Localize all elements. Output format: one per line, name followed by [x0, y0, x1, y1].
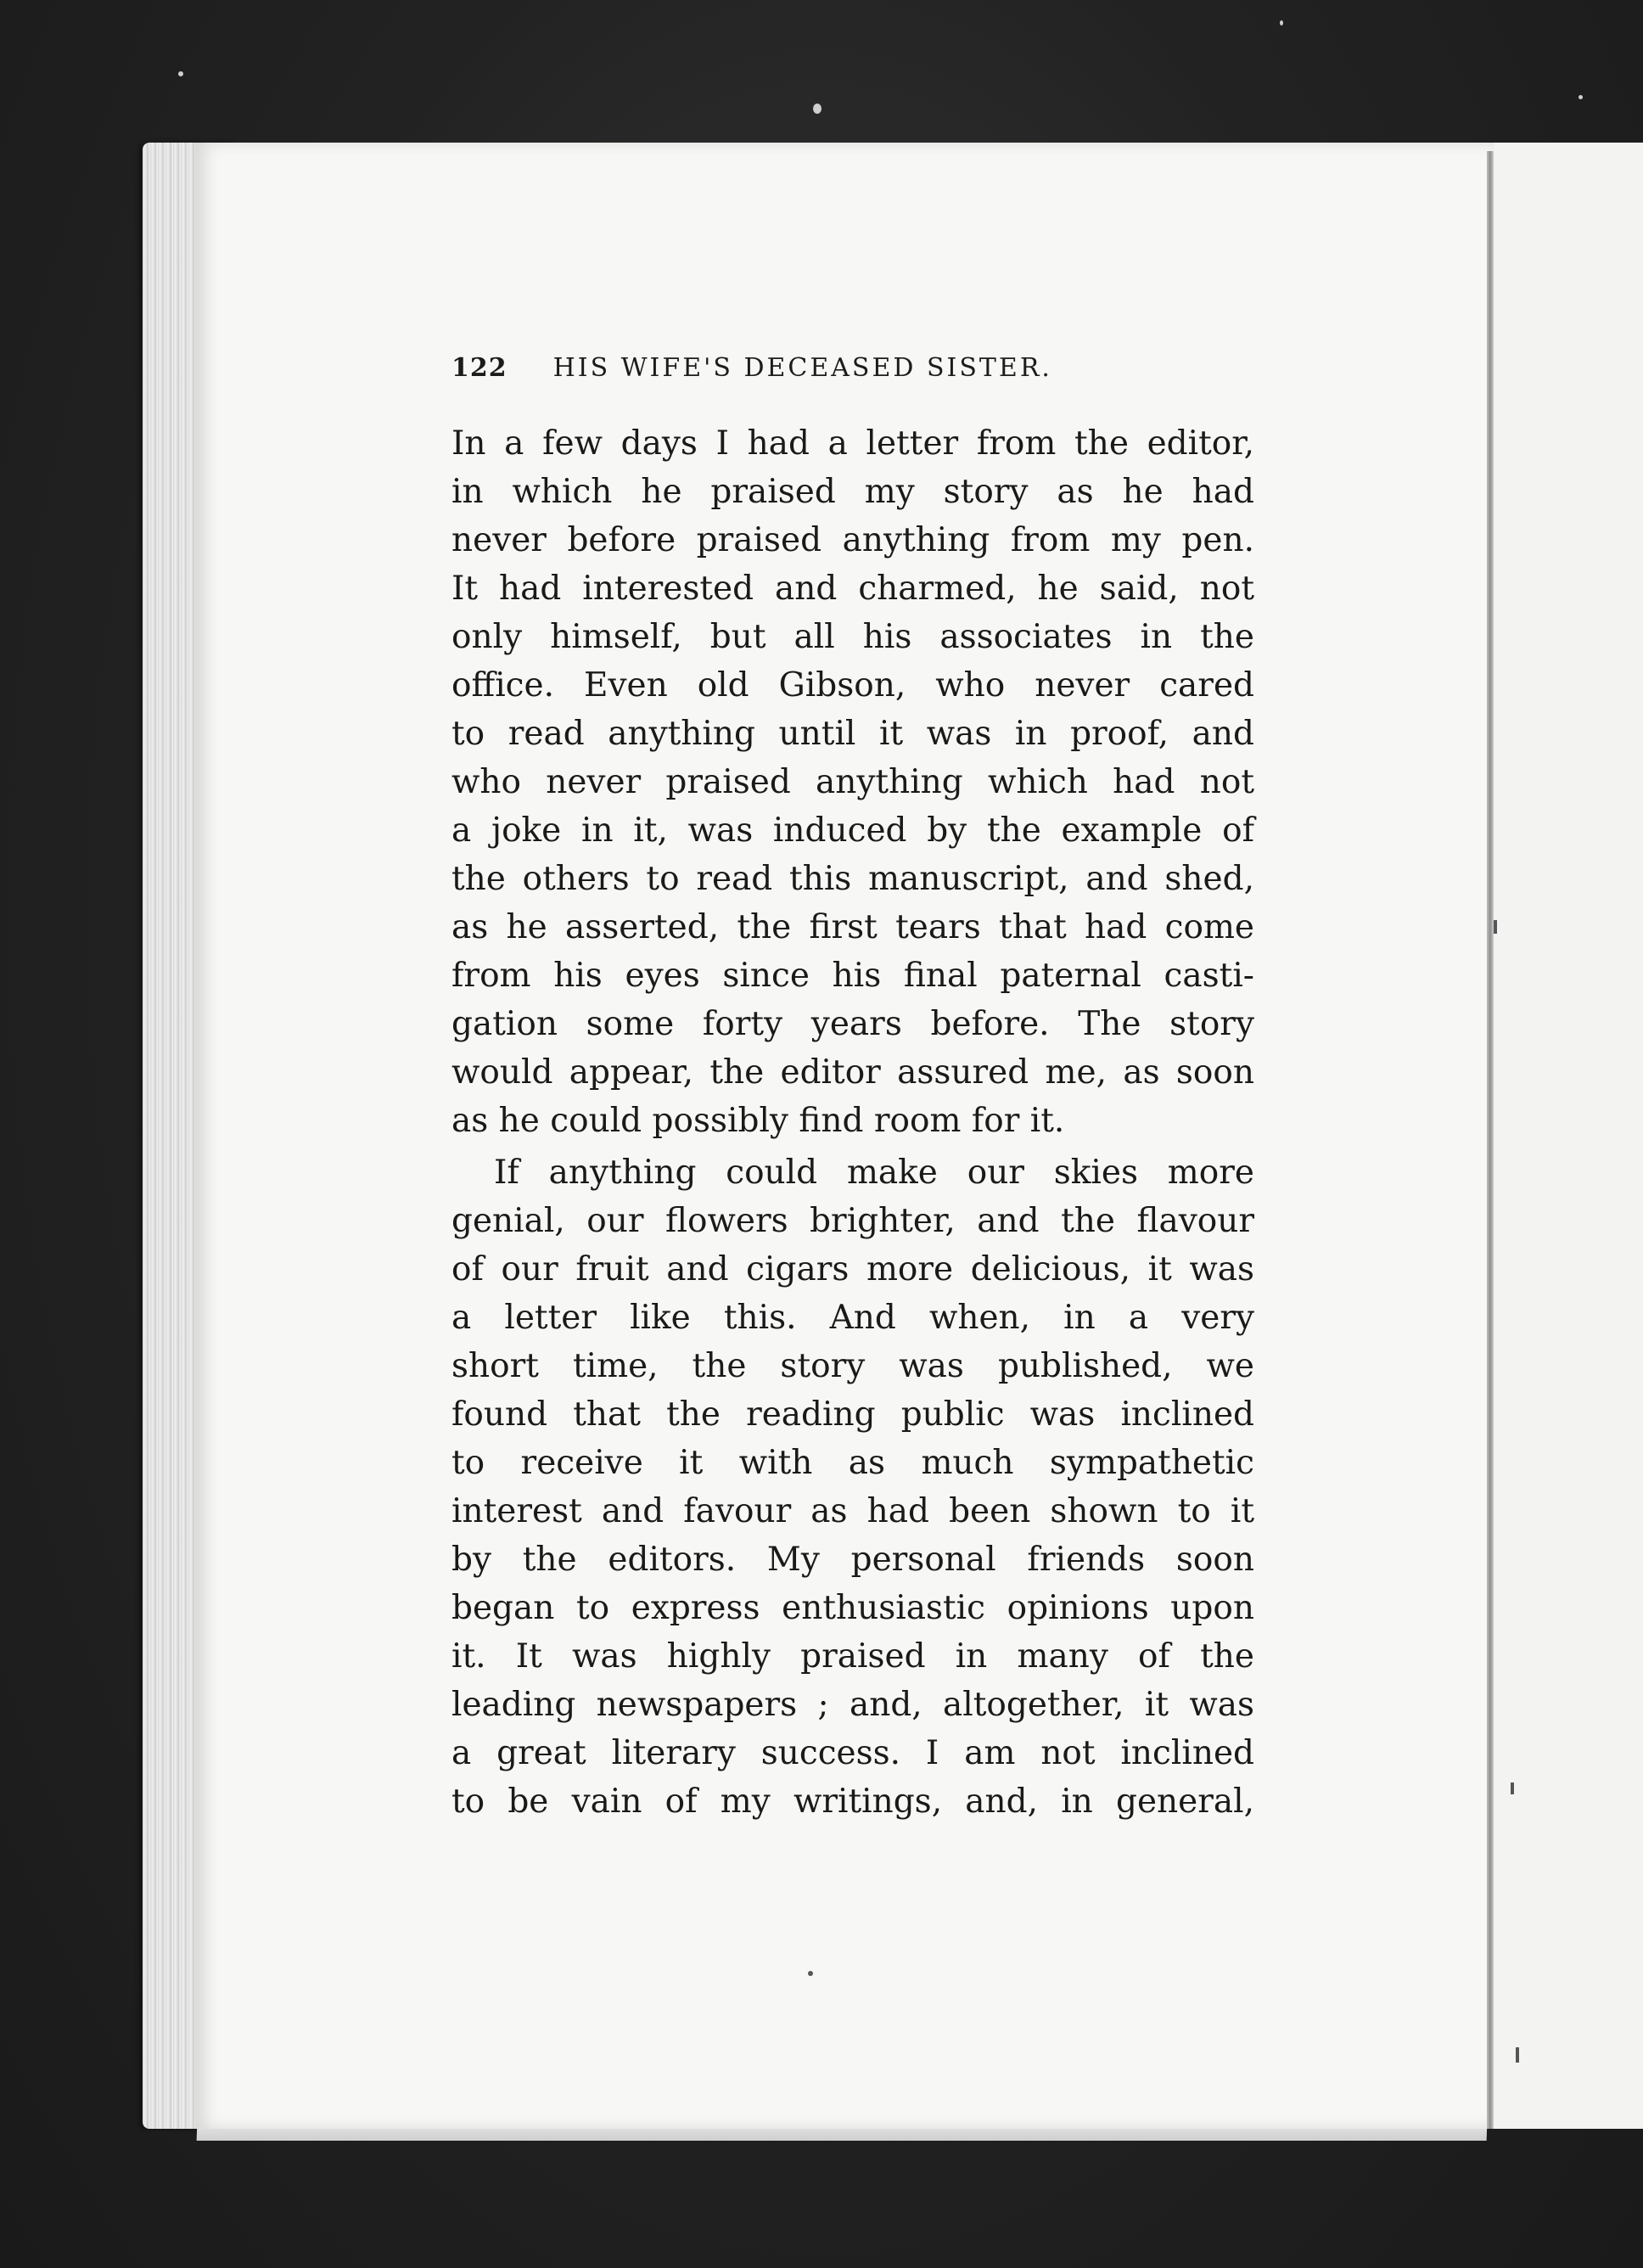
text-line: genial, our flowers brighter, and the flavour — [451, 1202, 1254, 1240]
facing-page-mark — [1511, 1782, 1514, 1794]
text-line: a great literary success. I am not inclined — [451, 1734, 1254, 1772]
text-line: In a few days I had a letter from the editor, — [451, 424, 1254, 463]
book-gutter — [1487, 151, 1494, 2129]
text-line: office. Even old Gibson, who never cared — [451, 666, 1254, 705]
facing-page-mark — [1516, 2047, 1519, 2063]
text-line: would appear, the editor assured me, as soon — [451, 1053, 1254, 1092]
text-line: found that the reading public was inclined — [451, 1395, 1254, 1434]
text-line: it. It was highly praised in many of the — [451, 1637, 1254, 1676]
text-line: only himself, but all his associates in the — [451, 618, 1254, 656]
text-line: to receive it with as much sympathetic — [451, 1444, 1254, 1482]
page-number: 122 — [451, 353, 507, 383]
body-text — [451, 419, 1254, 1826]
facing-page-mark — [1494, 920, 1497, 934]
paragraph-1 — [451, 419, 1254, 1145]
text-line: from his eyes since his final paternal casti- — [451, 957, 1254, 995]
text-line: by the editors. My personal friends soon — [451, 1541, 1254, 1579]
dust-speck — [813, 104, 822, 114]
dust-speck — [1579, 95, 1583, 99]
text-line: gation some forty years before. The story — [451, 1005, 1254, 1043]
running-title: HIS WIFE'S DECEASED SISTER. — [552, 353, 1052, 383]
text-line: interest and favour as had been shown to it — [451, 1492, 1254, 1530]
text-line: never before praised anything from my pen. — [451, 521, 1254, 559]
text-line: leading newspapers ; and, altogether, it was — [451, 1686, 1254, 1724]
paragraph-2 — [451, 1148, 1254, 1826]
text-line: It had interested and charmed, he said, not — [451, 570, 1254, 608]
text-line: began to express enthusiastic opinions upon — [451, 1589, 1254, 1627]
text-line: If anything could make our skies more — [494, 1154, 1254, 1192]
text-line: to be vain of my writings, and, in general, — [451, 1782, 1254, 1821]
text-line: as he could possibly find room for it. — [451, 1102, 1065, 1140]
text-line: a letter like this. And when, in a very — [451, 1299, 1254, 1337]
text-line: the others to read this manuscript, and shed, — [451, 860, 1254, 898]
text-line: to read anything until it was in proof, and — [451, 715, 1254, 753]
text-line: a joke in it, was induced by the example of — [451, 811, 1254, 850]
facing-page — [1494, 143, 1643, 2129]
dust-speck — [1280, 20, 1283, 25]
text-line: short time, the story was published, we — [451, 1347, 1254, 1385]
page-dot — [808, 1971, 813, 1976]
text-line: who never praised anything which had not — [451, 763, 1254, 801]
text-line: of our fruit and cigars more delicious, it was — [451, 1250, 1254, 1288]
text-line: as he asserted, the first tears that had come — [451, 908, 1254, 946]
running-head — [451, 348, 1130, 389]
text-line: in which he praised my story as he had — [451, 473, 1254, 511]
dust-speck — [178, 71, 183, 76]
